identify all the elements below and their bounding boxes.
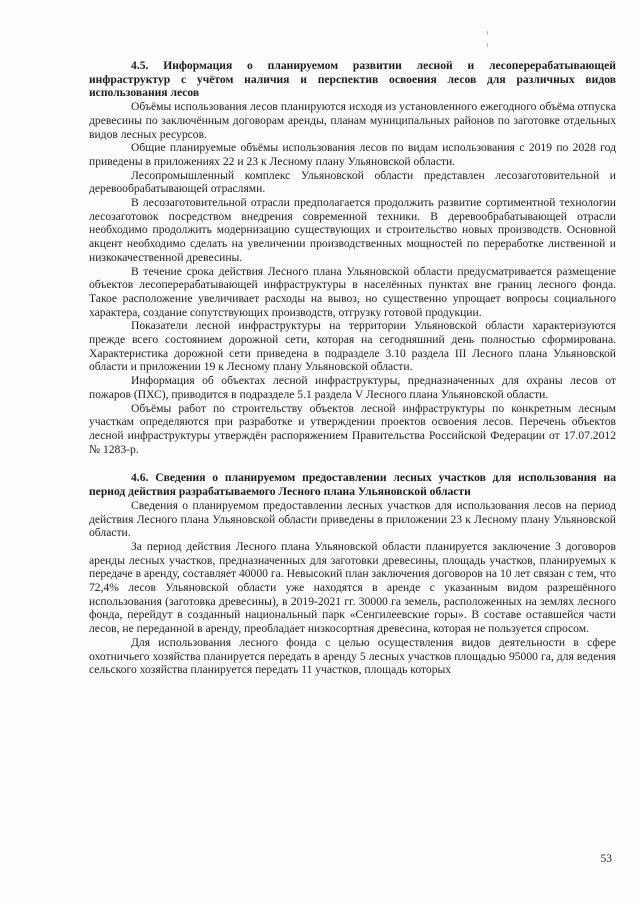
section-4-5-paragraph: Лесопромышленный комплекс Ульяновской области представлен лесозаготовительной и деревообрабатывающей отраслями.: [89, 168, 616, 196]
section-4-6-paragraph: За период действия Лесного плана Ульяновской области планируется заключение 3 договоров аренды лесных участков, предназначенных для заготовки древесины, площадь участков, планируемых к передаче в аренду, составляет 40000 га. Невысокий план заключения договоров на 10 лет связан с тем, что 72,4% лесов Ульяновской области уже находятся в аренде с указанным видом разрешённого использования (заготовка древесины), в 2019-2021 гг. 30000 га земель, расположенных на землях лесного фонда, перейдут в созданный национальный парк «Сенгилеевские горы». В составе оставшейся части лесов, не переданной в аренду, преобладает низкосортная древесина, которая не пользуется спросом.: [89, 539, 616, 636]
section-4-5-paragraph: Показатели лесной инфраструктуры на территории Ульяновской области характеризуются прежде всего состоянием дорожной сети, которая на сегодняшний день полностью сформирована. Характеристика дорожной сети приведена в подразделе 3.10 раздела III Лесного плана Ульяновской области и приложении 19 к Лесному плану Ульяновской области.: [89, 319, 616, 374]
section-4-5-paragraph: Объёмы работ по строительству объектов лесной инфраструктуры по конкретным лесным участкам определяются при разработке и утверждении проектов освоения лесов. Перечень объектов лесной инфраструктуры утверждён распоряжением Правительства Российской Федерации от 17.07.2012 № 1283-р.: [89, 401, 616, 456]
section-spacer: [89, 456, 616, 471]
section-4-5-paragraph: В лесозаготовительной отрасли предполагается продолжить развитие сортиментной технологии лесозаготовок посредством внедрения современной техники. В деревообрабатывающей отрасли необходимо продолжить модернизацию существующих и строительство новых производств. Основной акцент необходимо сделать на увеличении производственных мощностей по переработке лиственной и низкокачественной древесины.: [89, 196, 616, 264]
section-4-5-heading: 4.5. Информация о планируемом развитии лесной и лесоперерабатывающей инфраструктур с учётом наличия и перспектив освоения лесов для различных видов использования лесов: [89, 59, 616, 100]
section-4-5-paragraph: В течение срока действия Лесного плана Ульяновской области предусматривается размещение объектов лесоперерабатывающей инфраструктуры в населённых пунктах вне границ лесного фонда. Такое расположение увеличивает расходы на вывоз, но существенно упрощает вопросы социального характера, создание сопутствующих производств, отгрузку готовой продукции.: [89, 264, 616, 319]
page-number: 53: [600, 853, 612, 865]
section-4-5-paragraph: Объёмы использования лесов планируются исходя из установленного ежегодного объёма отпуска древесины по заключённым договорам аренды, планам муниципальных районов по заготовке отдельных видов лесных ресурсов.: [89, 100, 616, 141]
section-4-6-paragraph: Для использования лесного фонда с целью осуществления видов деятельности в сфере охотничьего хозяйства планируется передать в аренду 5 лесных участков площадью 95000 га, для ведения сельского хозяйства планируется передать 11 участков, площадь которых: [89, 635, 616, 677]
scan-mark: [487, 43, 488, 47]
section-4-5-paragraph: Информация об объектах лесной инфраструктуры, предназначенных для охраны лесов от пожаров (ПХС), приводится в подразделе 5.1 раздела V Лесного плана Ульяновской области.: [89, 374, 616, 401]
section-4-6-heading: 4.6. Сведения о планируемом предоставлении лесных участков для использования на период действия разрабатываемого Лесного плана Ульяновской области: [89, 471, 616, 499]
section-4-6-paragraph: Сведения о планируемом предоставлении лесных участков для использования лесов на период действия Лесного плана Ульяновской области приведены в приложении 23 к Лесному плану Ульяновской области.: [89, 498, 616, 540]
page-content: [89, 59, 616, 677]
section-4-5-paragraph: Общие планируемые объёмы использования лесов по видам использования с 2019 по 2028 год приведены в приложениях 22 и 23 к Лесному плану Ульяновской области.: [89, 141, 616, 168]
scan-mark: [487, 31, 488, 35]
